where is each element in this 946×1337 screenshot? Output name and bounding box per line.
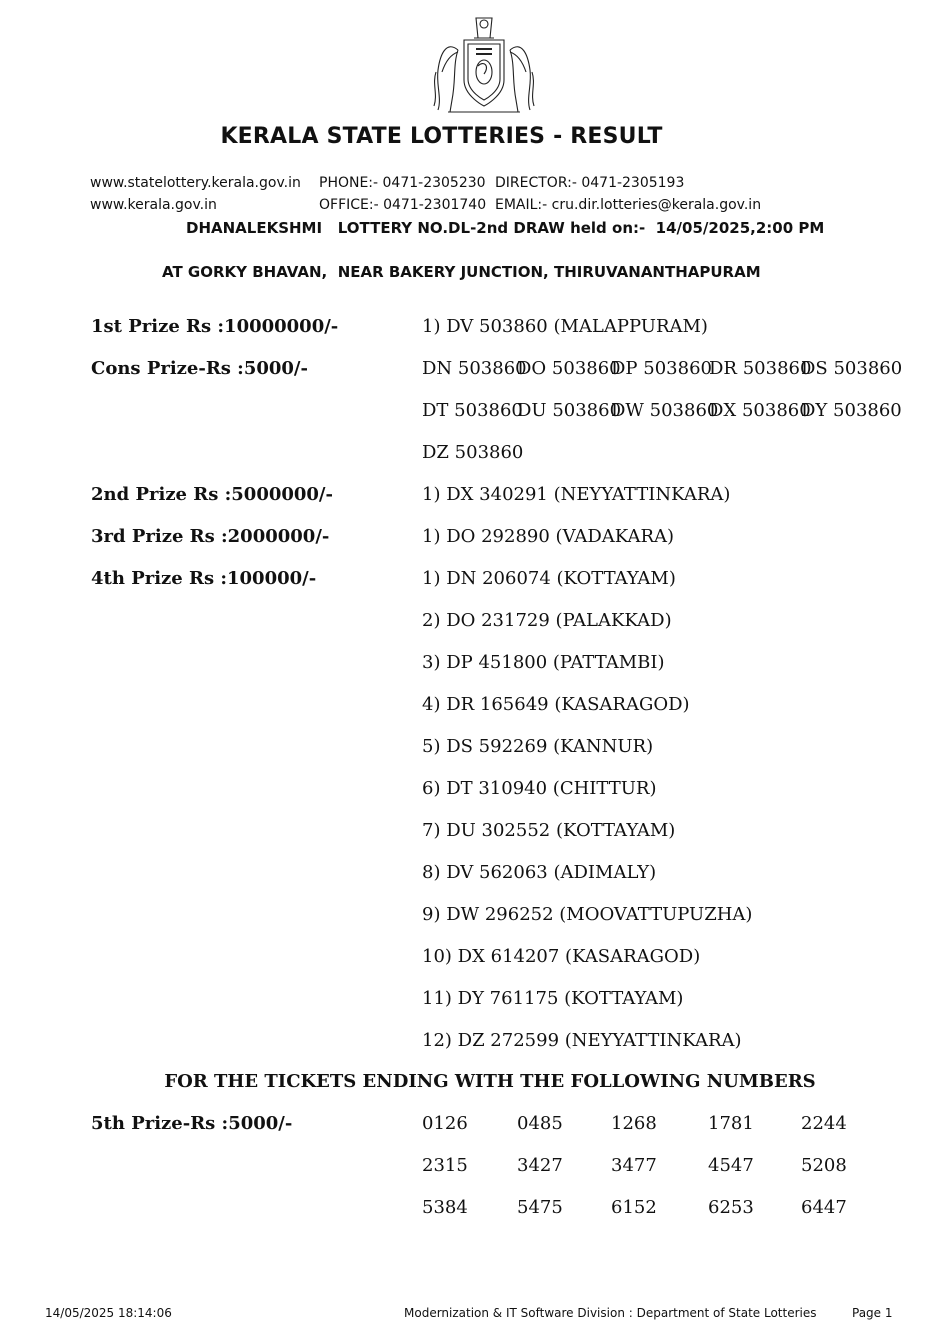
fifth-prize-number: 3477	[611, 1155, 657, 1176]
third-prize-label: 3rd Prize Rs :2000000/-	[91, 526, 330, 547]
cons-ticket: DT 503860	[422, 400, 523, 421]
fifth-prize-number: 6152	[611, 1197, 657, 1218]
fifth-prize-number: 5384	[422, 1197, 468, 1218]
email-address[interactable]: EMAIL:- cru.dir.lotteries@kerala.gov.in	[495, 197, 762, 213]
fifth-prize-number: 2244	[801, 1113, 847, 1134]
website-link-statelottery[interactable]: www.statelottery.kerala.gov.in	[90, 175, 301, 191]
venue-info: AT GORKY BHAVAN, NEAR BAKERY JUNCTION, THIRUVANANTHAPURAM	[162, 263, 761, 281]
fourth-prize-winner: 2) DO 231729 (PALAKKAD)	[422, 610, 672, 631]
cons-ticket: DZ 503860	[422, 442, 524, 463]
fourth-prize-winner: 11) DY 761175 (KOTTAYAM)	[422, 988, 684, 1009]
footer-page-number: Page 1	[852, 1306, 893, 1320]
fifth-prize-number: 5208	[801, 1155, 847, 1176]
first-prize-winner: 1) DV 503860 (MALAPPURAM)	[422, 316, 708, 337]
fourth-prize-winner: 6) DT 310940 (CHITTUR)	[422, 778, 657, 799]
document-title: KERALA STATE LOTTERIES - RESULT	[220, 124, 663, 149]
cons-ticket: DR 503860	[709, 358, 812, 379]
fourth-prize-winner: 9) DW 296252 (MOOVATTUPUZHA)	[422, 904, 753, 925]
fifth-prize-number: 6447	[801, 1197, 847, 1218]
fifth-prize-number: 1268	[611, 1113, 657, 1134]
cons-ticket: DW 503860	[611, 400, 719, 421]
fifth-prize-number: 5475	[517, 1197, 563, 1218]
cons-ticket: DU 503860	[517, 400, 622, 421]
website-link-kerala[interactable]: www.kerala.gov.in	[90, 197, 217, 213]
fifth-prize-label: 5th Prize-Rs :5000/-	[91, 1113, 293, 1134]
kerala-state-emblem	[428, 10, 540, 116]
fifth-prize-number: 4547	[708, 1155, 754, 1176]
fifth-prize-number: 6253	[708, 1197, 754, 1218]
fourth-prize-winner: 8) DV 562063 (ADIMALY)	[422, 862, 657, 883]
fourth-prize-label: 4th Prize Rs :100000/-	[91, 568, 317, 589]
cons-ticket: DN 503860	[422, 358, 527, 379]
fourth-prize-winner: 4) DR 165649 (KASARAGOD)	[422, 694, 690, 715]
second-prize-winner: 1) DX 340291 (NEYYATTINKARA)	[422, 484, 731, 505]
footer-division: Modernization & IT Software Division : Department of State Lotteries	[404, 1306, 817, 1320]
fifth-prize-number: 3427	[517, 1155, 563, 1176]
cons-ticket: DP 503860	[611, 358, 712, 379]
phone-number: PHONE:- 0471-2305230	[319, 175, 486, 191]
fourth-prize-winner: 12) DZ 272599 (NEYYATTINKARA)	[422, 1030, 742, 1051]
ending-numbers-heading: FOR THE TICKETS ENDING WITH THE FOLLOWING NUMBERS	[164, 1071, 816, 1092]
fourth-prize-winner: 10) DX 614207 (KASARAGOD)	[422, 946, 701, 967]
cons-ticket: DS 503860	[801, 358, 903, 379]
fourth-prize-winner: 1) DN 206074 (KOTTAYAM)	[422, 568, 676, 589]
fourth-prize-winner: 5) DS 592269 (KANNUR)	[422, 736, 654, 757]
fifth-prize-number: 1781	[708, 1113, 754, 1134]
cons-prize-label: Cons Prize-Rs :5000/-	[91, 358, 308, 379]
second-prize-label: 2nd Prize Rs :5000000/-	[91, 484, 333, 505]
cons-ticket: DY 503860	[801, 400, 902, 421]
office-number: OFFICE:- 0471-2301740	[319, 197, 487, 213]
director-number: DIRECTOR:- 0471-2305193	[495, 175, 685, 191]
fifth-prize-number: 0126	[422, 1113, 468, 1134]
first-prize-label: 1st Prize Rs :10000000/-	[91, 316, 339, 337]
fifth-prize-number: 0485	[517, 1113, 563, 1134]
fourth-prize-winner: 7) DU 302552 (KOTTAYAM)	[422, 820, 676, 841]
draw-info: DHANALEKSHMI LOTTERY NO.DL-2nd DRAW held on:- 14/05/2025,2:00 PM	[186, 219, 825, 237]
third-prize-winner: 1) DO 292890 (VADAKARA)	[422, 526, 675, 547]
cons-ticket: DX 503860	[709, 400, 811, 421]
footer-timestamp: 14/05/2025 18:14:06	[45, 1306, 172, 1320]
cons-ticket: DO 503860	[517, 358, 621, 379]
fourth-prize-winner: 3) DP 451800 (PATTAMBI)	[422, 652, 665, 673]
fifth-prize-number: 2315	[422, 1155, 468, 1176]
